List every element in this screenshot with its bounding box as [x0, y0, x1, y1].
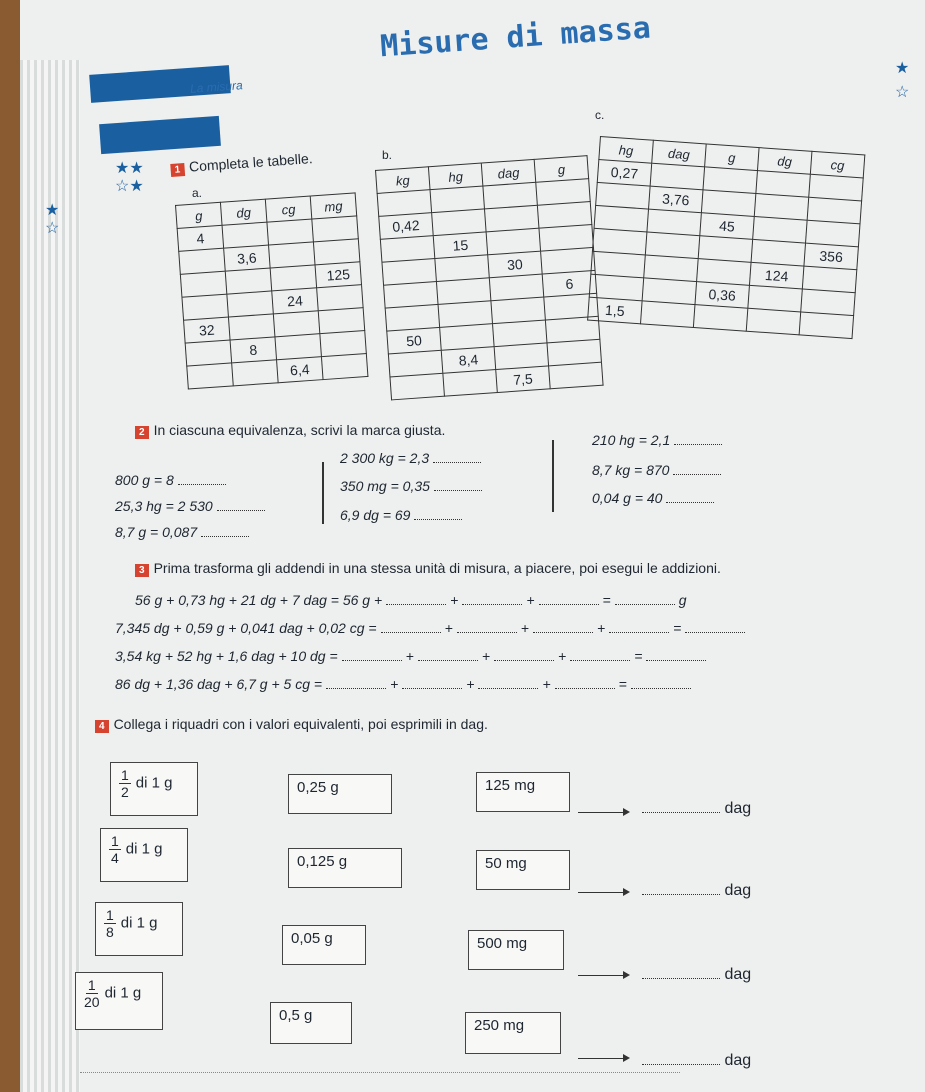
table-b-grid [375, 155, 604, 400]
table-cell: 0,27 [597, 159, 651, 186]
page-title: Misure di massa [379, 10, 652, 65]
fraction-box[interactable]: $\frac{1}{20}$ di 1 g [75, 972, 163, 1030]
column-header: dg [757, 148, 811, 175]
exercise-1-instruction: 1 Completa le tabelle. [170, 150, 313, 177]
table-cell: 125 [315, 262, 361, 288]
addition-line: 86 dg + 1,36 dag + 6,7 g + 5 cg = + + + = [115, 676, 695, 692]
blank-cell[interactable] [269, 242, 315, 268]
answer-line: dag [638, 966, 751, 984]
fraction-box[interactable]: $\frac{1}{4}$ di 1 g [100, 828, 188, 882]
arrow-icon [578, 892, 628, 893]
table-cell: 4 [177, 225, 223, 251]
blank-cell[interactable] [321, 354, 367, 380]
value-box[interactable]: 125 mg [476, 772, 570, 812]
arrow-icon [578, 1058, 628, 1059]
breadcrumb: La misura [189, 78, 244, 96]
blank-cell[interactable] [232, 360, 278, 386]
table-cell: 30 [488, 251, 542, 278]
table-cell: 6 [542, 270, 596, 297]
blank-cell[interactable] [275, 334, 321, 360]
blank-cell[interactable] [225, 268, 271, 294]
value-box[interactable]: 0,25 g [288, 774, 392, 814]
table-cell: 3,76 [649, 186, 703, 213]
exercise-number: 2 [135, 426, 149, 439]
star-icon: ★★ [115, 160, 144, 177]
blank-cell[interactable] [443, 370, 497, 397]
table-a [175, 192, 368, 389]
addition-line: 7,345 dg + 0,59 g + 0,041 dag + 0,02 cg = + + + = [115, 620, 749, 636]
blank-cell[interactable] [318, 308, 364, 334]
column-header: cg [810, 151, 864, 178]
table-a-grid [175, 192, 368, 389]
column-header: dag [481, 159, 535, 186]
value-box[interactable]: 250 mg [465, 1012, 561, 1054]
bottom-rule [80, 1072, 680, 1073]
table-cell: 7,5 [496, 366, 550, 393]
star-icon: ★ [45, 202, 60, 219]
value-box[interactable]: 50 mg [476, 850, 570, 890]
value-box[interactable]: 500 mg [468, 930, 564, 970]
table-cell: 6,4 [277, 357, 323, 383]
fraction-box[interactable]: $\frac{1}{2}$ di 1 g [110, 762, 198, 816]
star-outline-icon: ☆ [895, 84, 910, 101]
table-cell: 1,5 [588, 297, 642, 324]
blank-cell[interactable] [640, 301, 694, 328]
exercise-number: 4 [95, 720, 109, 733]
column-divider [322, 462, 324, 524]
table-cell: 0,42 [379, 213, 433, 240]
equivalence: 6,9 dg = 69 [340, 507, 462, 523]
fraction-box[interactable]: $\frac{1}{8}$ di 1 g [95, 902, 183, 956]
chapter-tab-lower [99, 116, 221, 154]
table-cell: 356 [804, 243, 858, 270]
exercise-2-instruction: 2 In ciascuna equivalenza, scrivi la marca giusta. [135, 422, 445, 439]
exercise-3-instruction: 3 Prima trasforma gli addendi in una stessa unità di misura, a piacere, poi esegui le addizioni. [135, 560, 721, 577]
table-cell: 45 [700, 213, 754, 240]
table-cell: 24 [272, 288, 318, 314]
column-header: mg [310, 193, 356, 219]
column-header: cg [265, 196, 311, 222]
blank-cell[interactable] [179, 248, 225, 274]
column-header: hg [428, 163, 482, 190]
equivalence: 25,3 hg = 2 530 [115, 498, 265, 514]
table-cell: 50 [387, 327, 441, 354]
column-header: dg [220, 199, 266, 225]
blank-cell[interactable] [312, 216, 358, 242]
blank-cell[interactable] [799, 312, 853, 339]
column-header: g [534, 156, 588, 183]
table-b-label: b. [382, 148, 393, 162]
answer-line: dag [638, 882, 751, 900]
table-a-label: a. [192, 186, 203, 200]
star-outline-icon: ☆ [45, 220, 60, 237]
blank-cell[interactable] [746, 308, 800, 335]
column-header: g [176, 202, 222, 228]
table-c [587, 136, 865, 339]
column-header: kg [376, 167, 430, 194]
value-box[interactable]: 0,125 g [288, 848, 402, 888]
equivalence: 8,7 g = 0,087 [115, 524, 249, 540]
column-header: g [705, 144, 759, 171]
table-cell: 0,36 [695, 282, 749, 309]
blank-cell[interactable] [317, 285, 363, 311]
column-header: hg [599, 137, 653, 164]
equivalence: 2 300 kg = 2,3 [340, 450, 481, 466]
table-cell: 15 [433, 232, 487, 259]
blank-cell[interactable] [267, 219, 313, 245]
equivalence: 210 hg = 2,1 [592, 432, 722, 448]
column-header: dag [652, 140, 706, 167]
blank-cell[interactable] [227, 291, 273, 317]
table-c-label: c. [595, 108, 605, 122]
blank-cell[interactable] [273, 311, 319, 337]
equivalence: 0,04 g = 40 [592, 490, 714, 506]
exercise-number: 3 [135, 564, 149, 577]
blank-cell[interactable] [549, 362, 603, 389]
blank-cell[interactable] [320, 331, 366, 357]
blank-cell[interactable] [182, 294, 228, 320]
arrow-icon [578, 975, 628, 976]
table-cell: 8,4 [441, 347, 495, 374]
star-icon: ★ [895, 60, 910, 77]
answer-line: dag [638, 800, 751, 818]
blank-cell[interactable] [693, 305, 747, 332]
arrow-icon [578, 812, 628, 813]
star-outline-icon: ☆★ [115, 178, 144, 195]
blank-cell[interactable] [187, 363, 233, 389]
table-cell: 8 [230, 337, 276, 363]
exercise-number: 1 [170, 163, 184, 177]
table-b [375, 155, 604, 400]
blank-cell[interactable] [313, 239, 359, 265]
exercise-4-instruction: 4 Collega i riquadri con i valori equivalenti, poi esprimili in dag. [95, 716, 488, 733]
equivalence: 350 mg = 0,35 [340, 478, 482, 494]
column-divider [552, 440, 554, 512]
answer-line: dag [638, 1052, 751, 1070]
table-cell: 124 [749, 262, 803, 289]
addition-line: 3,54 kg + 52 hg + 1,6 dag + 10 dg = + + + = [115, 648, 710, 664]
blank-cell[interactable] [390, 373, 444, 400]
blank-cell[interactable] [222, 222, 268, 248]
workbook-page [20, 0, 925, 1092]
value-box[interactable]: 0,5 g [270, 1002, 352, 1044]
equivalence: 8,7 kg = 870 [592, 462, 721, 478]
table-c-grid [587, 136, 865, 339]
table-cell: 32 [184, 317, 230, 343]
table-cell: 3,6 [224, 245, 270, 271]
blank-cell[interactable] [270, 265, 316, 291]
blank-cell[interactable] [185, 340, 231, 366]
blank-cell[interactable] [228, 314, 274, 340]
addition-line: 56 g + 0,73 hg + 21 dg + 7 dag = 56 g + + + = g [135, 592, 687, 608]
blank-cell[interactable] [180, 271, 226, 297]
equivalence: 800 g = 8 [115, 472, 226, 488]
value-box[interactable]: 0,05 g [282, 925, 366, 965]
